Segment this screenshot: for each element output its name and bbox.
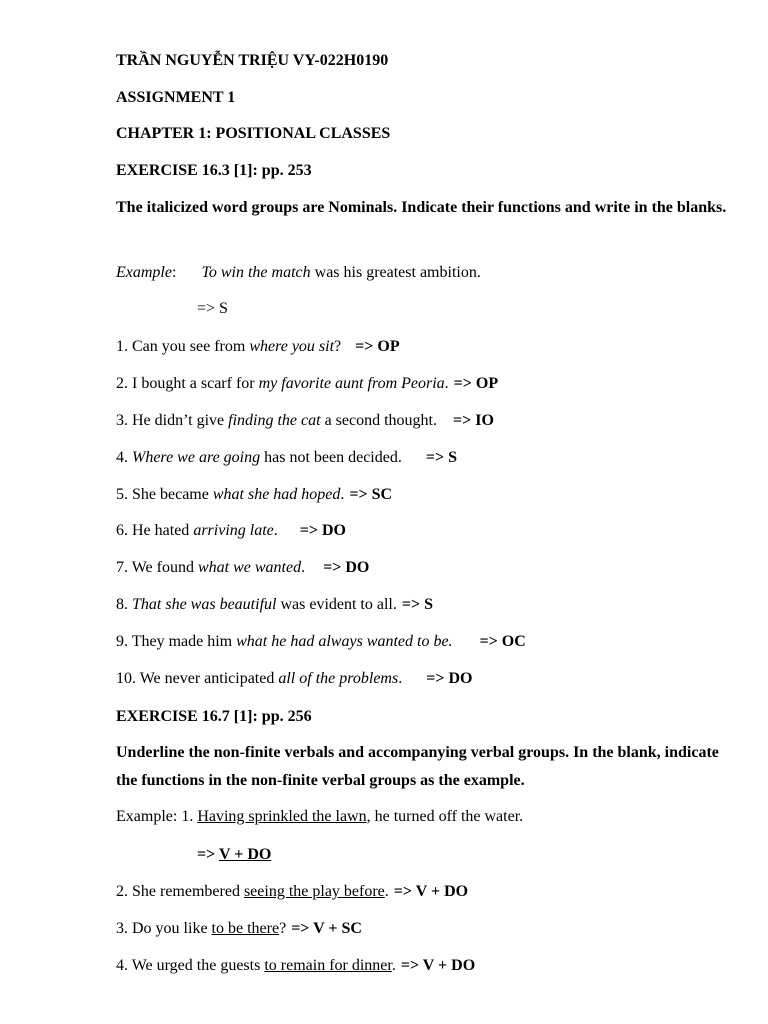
list-item: 1. Can you see from where you sit? => OP: [116, 338, 400, 355]
answer: => DO: [323, 559, 370, 576]
answer: => V + DO: [400, 957, 476, 974]
answer: => OP: [355, 338, 400, 355]
answer: => V + DO: [393, 883, 469, 900]
example-answer: => V + DO: [197, 846, 272, 863]
list-item: 2. I bought a scarf for my favorite aunt from Peoria. => OP: [116, 375, 499, 392]
answer: => S: [401, 596, 434, 613]
example-label: Example: [116, 264, 172, 281]
list-item: 5. She became what she had hoped. => SC: [116, 486, 393, 503]
example-answer: => S: [197, 300, 228, 317]
list-item: 4. Where we are going has not been decided. => S: [116, 449, 457, 466]
exercise-16-7-instruction: Underline the non-finite verbals and accompanying verbal groups. In the blank, indicate the functions in the non-finite verbal groups as the example.: [116, 744, 719, 789]
exercise-16-3-instruction: The italicized word groups are Nominals. Indicate their functions and write in the blanks.: [116, 199, 727, 216]
chapter-title: CHAPTER 1: POSITIONAL CLASSES: [116, 125, 391, 142]
answer: => SC: [349, 486, 393, 503]
answer: => S: [425, 449, 457, 466]
author-line: TRẦN NGUYỄN TRIỆU VY-022H0190: [116, 52, 389, 69]
example-colon: :: [171, 264, 177, 281]
assignment-title: ASSIGNMENT 1: [116, 89, 236, 106]
answer: => V + SC: [291, 920, 362, 937]
answer: => DO: [299, 522, 346, 539]
answer: => DO: [426, 670, 473, 687]
list-item: 4. We urged the guests to remain for dinner. => V + DO: [116, 957, 476, 974]
list-item: 3. Do you like to be there? => V + SC: [116, 920, 362, 937]
list-item: 9. They made him what he had always wanted to be. => OC: [116, 633, 526, 650]
example-line: [116, 263, 728, 283]
answer: => OP: [453, 375, 499, 392]
list-item: 10. We never anticipated all of the problems. => DO: [116, 670, 473, 687]
example-italic-phrase: To win the match: [201, 264, 311, 281]
example-line: Example: 1. Having sprinkled the lawn, he turned off the water.: [116, 808, 524, 825]
list-item: 8. That she was beautiful was evident to all. => S: [116, 596, 434, 613]
exercise-16-7-title: EXERCISE 16.7 [1]: pp. 256: [116, 708, 312, 725]
answer: => OC: [479, 633, 526, 650]
exercise-16-3-title: EXERCISE 16.3 [1]: pp. 253: [116, 162, 312, 179]
list-item: 2. She remembered seeing the play before. => V + DO: [116, 883, 469, 900]
list-item: 7. We found what we wanted. => DO: [116, 559, 370, 576]
answer: => IO: [453, 412, 494, 429]
list-item: 6. He hated arriving late. => DO: [116, 522, 346, 539]
example-rest: was his greatest ambition.: [310, 264, 481, 281]
list-item: 3. He didn’t give finding the cat a second thought. => IO: [116, 412, 494, 429]
